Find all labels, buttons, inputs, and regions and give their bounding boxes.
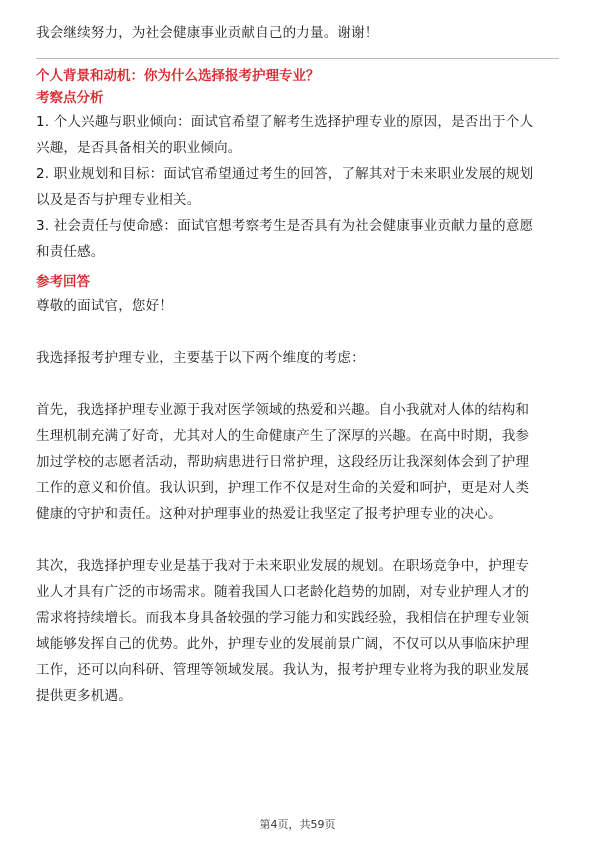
paragraph-line: 其次，我选择护理专业是基于我对于未来职业发展的规划。在职场竞争中，护理专 (36, 558, 530, 574)
paragraph-line: 提供更多机遇。 (36, 688, 132, 704)
analysis-point-line: 兴趣，是否具备相关的职业倾向。 (36, 140, 242, 156)
paragraph-line: 工作的意义和价值。我认识到，护理工作不仅是对生命的关爱和呵护，更是对人类 (36, 480, 530, 496)
paragraph-gap (36, 319, 559, 345)
analysis-point-3 (36, 213, 559, 265)
analysis-point-line: 和责任感。 (36, 244, 105, 260)
analysis-point-2 (36, 161, 559, 213)
answer-paragraph-3 (36, 553, 559, 709)
analysis-point-line: 2. 职业规划和目标：面试官希望通过考生的回答，了解其对于未来职业发展的规划 (36, 166, 534, 182)
analysis-point-1 (36, 109, 559, 161)
intro-closing-line: 我会继续努力，为社会健康事业贡献自己的力量。谢谢！ (36, 25, 379, 41)
paragraph-line: 需求将持续增长。而我本身具备较强的学习能力和实践经验，我相信在护理专业领 (36, 610, 530, 626)
paragraph-line: 工作，还可以向科研、管理等领域发展。我认为，报考护理专业将为我的职业发展 (36, 662, 530, 678)
question-title: 个人背景和动机：你为什么选择报考护理专业？ (36, 68, 320, 84)
section-divider (36, 58, 559, 59)
analysis-point-line: 1. 个人兴趣与职业倾向：面试官希望了解考生选择护理专业的原因，是否出于个人 (36, 114, 534, 130)
page-number-footer: 第4页，共59页 (259, 818, 336, 831)
analysis-point-line: 以及是否与护理专业相关。 (36, 192, 201, 208)
paragraph-gap (36, 527, 559, 553)
answer-greeting: 尊敬的面试官，您好！ (36, 298, 173, 314)
paragraph-line: 首先，我选择护理专业源于我对医学领域的热爱和兴趣。自小我就对人体的结构和 (36, 402, 530, 418)
answer-paragraph-1: 我选择报考护理专业，主要基于以下两个维度的考虑： (36, 350, 365, 366)
analysis-point-line: 3. 社会责任与使命感：面试官想考察考生是否具有为社会健康事业贡献力量的意愿 (36, 218, 534, 234)
paragraph-line: 域能够发挥自己的优势。此外，护理专业的发展前景广阔，不仅可以从事临床护理 (36, 636, 530, 652)
paragraph-line: 健康的守护和责任。这种对护理事业的热爱让我坚定了报考护理专业的决心。 (36, 506, 502, 522)
paragraph-line: 加过学校的志愿者活动，帮助病患进行日常护理，这段经历让我深刻体会到了护理 (36, 454, 530, 470)
paragraph-gap (36, 371, 559, 397)
answer-heading: 参考回答 (36, 274, 90, 290)
answer-paragraph-2 (36, 397, 559, 527)
document-page (36, 20, 559, 709)
paragraph-line: 业人才具有广泛的市场需求。随着我国人口老龄化趋势的加剧，对专业护理人才的 (36, 584, 530, 600)
paragraph-line: 生理机制充满了好奇，尤其对人的生命健康产生了深厚的兴趣。在高中时期，我参 (36, 428, 530, 444)
analysis-heading: 考察点分析 (36, 90, 104, 106)
